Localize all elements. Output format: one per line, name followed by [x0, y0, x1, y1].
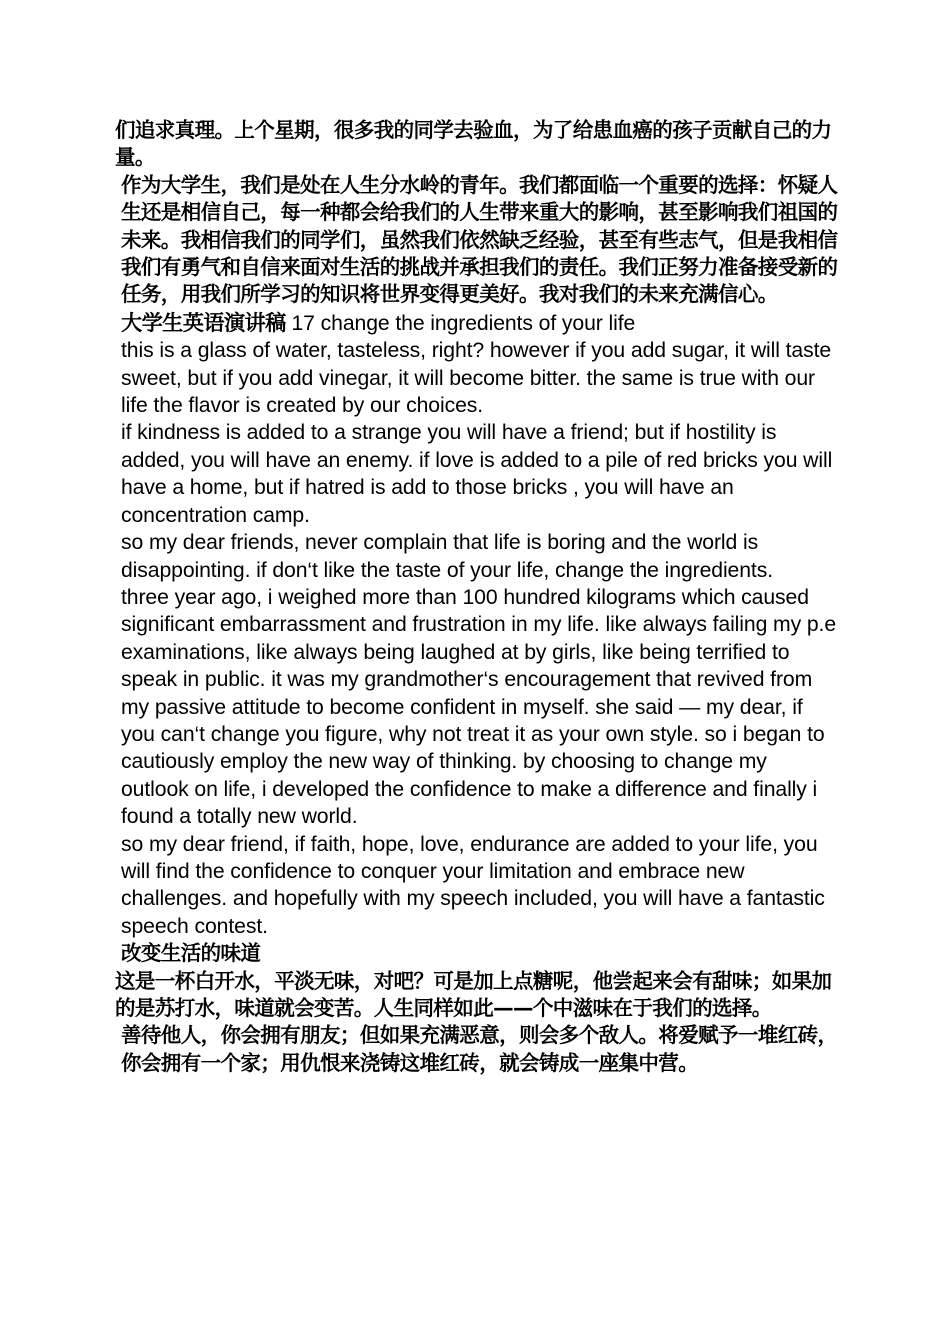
- en-paragraph-2: if kindness is added to a strange you will have a friend; but if hostility is added, you will have an enemy. if love is added to a pile of red bricks you will have a home, but if hatred is add to those bricks , you will have an concentration camp.: [121, 421, 833, 527]
- en-paragraph-1: this is a glass of water, tasteless, right? however if you add sugar, it will taste sweet, but if you add vinegar, it will become bitter. the same is true with our life the flavor is created by our choices.: [121, 339, 832, 418]
- document-page: [115, 117, 840, 1077]
- zh-translation-paragraph-1: 这是一杯白开水，平淡无味，对吧？可是加上点糖呢，他尝起来会有甜味；如果加的是苏打水，味道就会变苦。人生同样如此——个中滋味在于我们的选择。: [115, 968, 832, 1020]
- zh-translation-paragraph-2: 善待他人，你会拥有朋友；但如果充满恶意，则会多个敌人。将爱赋予一堆红砖，你会拥有一个家；用仇恨来浇铸这堆红砖，就会铸成一座集中营。: [121, 1023, 838, 1075]
- zh-paragraph-1: 们追求真理。上个星期，很多我的同学去验血，为了给患血癌的孩子贡献自己的力量。: [115, 118, 832, 170]
- en-paragraph-5: so my dear friend, if faith, hope, love, endurance are added to your life, you will find the confidence to conquer your limitation and embrace new challenges. and hopefully with my speech included, you will have a fantastic speech contest.: [121, 832, 825, 938]
- zh-paragraph-2: 作为大学生，我们是处在人生分水岭的青年。我们都面临一个重要的选择：怀疑人生还是相信自己，每一种都会给我们的人生带来重大的影响，甚至影响我们祖国的未来。我相信我们的同学们，虽然我们依然缺乏经验，甚至有些志气，但是我相信我们有勇气和自信来面对生活的挑战并承担我们的责任。我们正努力准备接受新的任务，用我们所学习的知识将世界变得更美好。我对我们的未来充满信心。: [121, 172, 838, 307]
- speech-title: [115, 309, 840, 337]
- speech-title-en: 17 change the ingredients of your life: [291, 311, 636, 335]
- speech-title-zh: 大学生英语演讲稿: [121, 309, 286, 335]
- en-paragraph-4: three year ago, i weighed more than 100 hundred kilograms which caused significant embarrassment and frustration in my life. like always failing my p.e examinations, like always being laughed at by girls, like being terrified to speak in public. it was my grandmother‘s encouragement that revived from my passive attitude to become confident in myself. she said — my dear, if you can‘t change you figure, why not treat it as your own style. so i began to cautiously employ the new way of thinking. by choosing to change my outlook on life, i developed the confidence to make a difference and finally i found a totally new world.: [121, 585, 837, 829]
- translation-title: 改变生活的味道: [121, 941, 261, 966]
- en-paragraph-3: so my dear friends, never complain that life is boring and the world is disappointing. if don‘t like the taste of your life, change the ingredients.: [121, 531, 773, 582]
